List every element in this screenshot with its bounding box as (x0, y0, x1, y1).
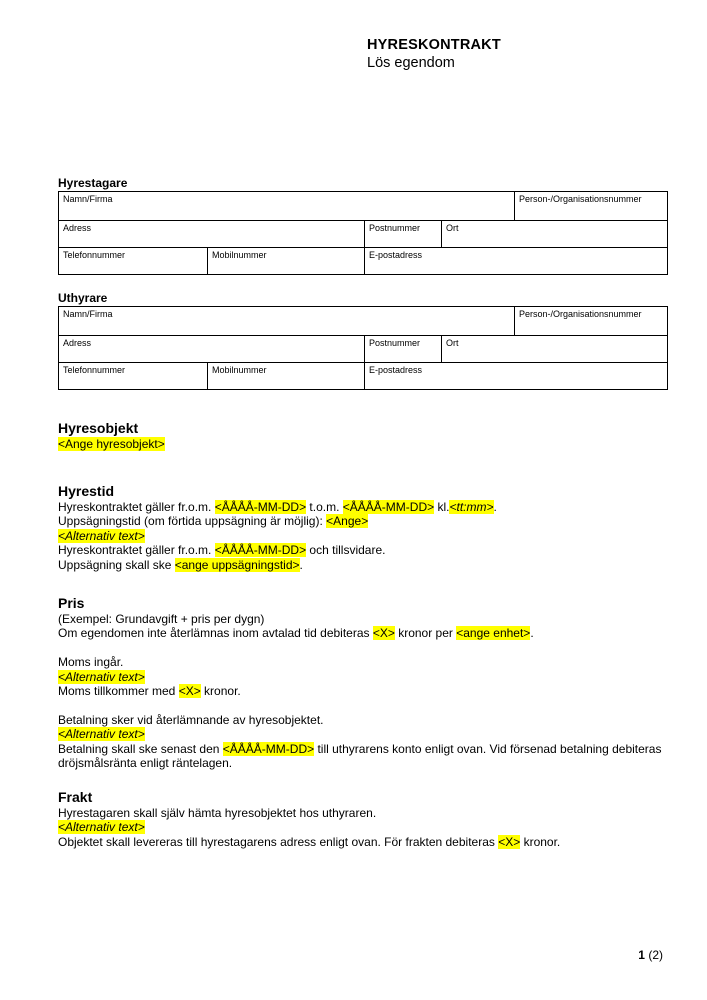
paragraph-line (58, 514, 706, 528)
text-segment: Hyrestagaren skall själv hämta hyresobjektet hos uthyraren. (58, 806, 377, 820)
section-body (58, 500, 706, 572)
paragraph-line (58, 641, 706, 655)
field-label: Telefonnummer (63, 365, 126, 375)
field-postnummer[interactable] (364, 336, 441, 362)
paragraph-line (58, 806, 706, 820)
paragraph-line (58, 655, 706, 669)
field-label: E-postadress (369, 365, 423, 375)
document-subtitle: Lös egendom (367, 55, 455, 71)
page-number-total: (2) (648, 948, 663, 962)
section-frakt (58, 789, 706, 849)
paragraph-line (58, 742, 706, 771)
field-label: Adress (63, 223, 92, 233)
field-epostadress[interactable] (364, 363, 667, 389)
paragraph-line (58, 698, 706, 712)
placeholder-highlight[interactable]: <Alternativ text> (58, 820, 145, 835)
placeholder-highlight[interactable]: <Ange hyresobjekt> (58, 437, 165, 451)
paragraph-line (58, 437, 706, 451)
placeholder-highlight[interactable]: <Alternativ text> (58, 528, 145, 543)
placeholder-highlight[interactable]: <tt:mm> (449, 500, 494, 514)
placeholder-highlight[interactable]: <X> (178, 684, 201, 699)
document-header (367, 36, 501, 72)
placeholder-highlight[interactable]: <X> (498, 834, 521, 849)
field-epostadress[interactable] (364, 248, 667, 274)
placeholder-highlight[interactable]: <X> (372, 626, 395, 641)
field-label: Person-/Organisationsnummer (519, 194, 642, 204)
text-segment: Moms ingår. (58, 655, 124, 670)
section-heading-hyrestid: Hyrestid (58, 483, 115, 499)
section-heading-hyresobjekt: Hyresobjekt (58, 420, 139, 436)
paragraph-line (58, 626, 706, 640)
field-adress[interactable] (59, 336, 364, 362)
hyrestagare-table (58, 191, 668, 275)
paragraph-line (58, 727, 706, 741)
paragraph-line (58, 612, 706, 626)
table-row (59, 247, 667, 274)
field-label: Postnummer (369, 223, 421, 233)
text-segment: Moms tillkommer med (58, 684, 179, 699)
section-hyrestid (58, 483, 706, 572)
field-label: Telefonnummer (63, 250, 126, 260)
placeholder-highlight[interactable]: <Ange> (326, 514, 369, 529)
text-segment: Betalning sker vid återlämnande av hyresobjektet. (58, 712, 324, 727)
placeholder-highlight[interactable]: <ange enhet> (456, 626, 531, 641)
section-heading-frakt: Frakt (58, 789, 93, 805)
field-label: Postnummer (369, 338, 421, 348)
paragraph-line (58, 835, 706, 849)
section-body (58, 806, 706, 849)
field-label: Namn/Firma (63, 309, 113, 319)
table-row (59, 362, 667, 389)
paragraph-line (58, 713, 706, 727)
paragraph-line (58, 500, 706, 514)
field-label: Adress (63, 338, 92, 348)
section-heading-uthyrare: Uthyrare (58, 291, 108, 305)
text-segment: Om egendomen inte återlämnas inom avtalad tid debiteras (58, 626, 373, 641)
section-heading-hyrestagare: Hyrestagare (58, 176, 128, 190)
table-row (59, 220, 667, 247)
field-namn-firma[interactable] (59, 307, 514, 335)
placeholder-highlight[interactable]: <Alternativ text> (58, 727, 145, 742)
section-body (58, 612, 706, 770)
text-segment: Hyreskontraktet gäller fr.o.m. (58, 500, 215, 514)
placeholder-highlight[interactable]: <ÅÅÅÅ-MM-DD> (214, 500, 307, 514)
field-telefonnummer[interactable] (59, 248, 207, 274)
text-segment: . (493, 500, 497, 514)
table-row (59, 307, 667, 335)
field-label: Ort (446, 338, 459, 348)
section-body (58, 437, 706, 451)
paragraph-line (58, 558, 706, 572)
text-segment: t.o.m. (306, 500, 343, 514)
paragraph-line (58, 529, 706, 543)
section-hyresobjekt (58, 420, 706, 451)
text-segment: till uthyrarens konto enligt ovan. Vid försenad betalning debiteras dröjsmålsränta enligt räntelagen. (58, 741, 662, 771)
text-segment: Hyreskontraktet gäller fr.o.m. (58, 543, 215, 558)
section-pris (58, 595, 706, 770)
text-segment: kl. (434, 500, 450, 514)
table-row (59, 192, 667, 220)
field-label: Person-/Organisationsnummer (519, 309, 642, 319)
text-segment: Uppsägningstid (om förtida uppsägning är möjlig): (58, 514, 327, 529)
field-namn-firma[interactable] (59, 192, 514, 220)
field-person-organisationsnummer[interactable] (514, 192, 667, 220)
field-person-organisationsnummer[interactable] (514, 307, 667, 335)
text-segment: kronor. (520, 834, 561, 849)
text-segment: och tillsvidare. (306, 543, 386, 558)
text-segment: Betalning skall ske senast den (58, 741, 223, 756)
paragraph-line (58, 820, 706, 834)
field-label: Namn/Firma (63, 194, 113, 204)
section-heading-pris: Pris (58, 595, 85, 611)
table-row (59, 335, 667, 362)
text-segment: . (299, 557, 303, 572)
placeholder-highlight[interactable]: <Alternativ text> (58, 669, 145, 684)
field-adress[interactable] (59, 221, 364, 247)
field-mobilnummer[interactable] (207, 248, 364, 274)
text-segment: Objektet skall levereras till hyrestagarens adress enligt ovan. För frakten debiteras (58, 834, 499, 849)
page-number-current: 1 (638, 948, 645, 962)
field-label: Mobilnummer (212, 365, 267, 375)
field-mobilnummer[interactable] (207, 363, 364, 389)
text-segment: kronor. (200, 684, 241, 699)
placeholder-highlight[interactable]: <ÅÅÅÅ-MM-DD> (342, 500, 435, 514)
paragraph-line (58, 670, 706, 684)
text-segment: (Exempel: Grundavgift + pris per dygn) (58, 612, 265, 626)
field-ort[interactable] (441, 221, 667, 247)
placeholder-highlight[interactable]: <ÅÅÅÅ-MM-DD> (222, 741, 315, 756)
field-ort[interactable] (441, 336, 667, 362)
field-postnummer[interactable] (364, 221, 441, 247)
field-label: E-postadress (369, 250, 423, 260)
field-label: Mobilnummer (212, 250, 267, 260)
text-segment: Uppsägning skall ske (58, 557, 175, 572)
text-segment: . (530, 626, 534, 641)
field-telefonnummer[interactable] (59, 363, 207, 389)
placeholder-highlight[interactable]: <ange uppsägningstid> (174, 557, 300, 572)
uthyrare-table (58, 306, 668, 390)
field-label: Ort (446, 223, 459, 233)
paragraph-line (58, 684, 706, 698)
text-segment: kronor per (394, 626, 457, 641)
placeholder-highlight[interactable]: <ÅÅÅÅ-MM-DD> (214, 543, 307, 558)
page-number (638, 948, 663, 962)
paragraph-line (58, 543, 706, 557)
document-title: HYRESKONTRAKT (367, 37, 501, 53)
